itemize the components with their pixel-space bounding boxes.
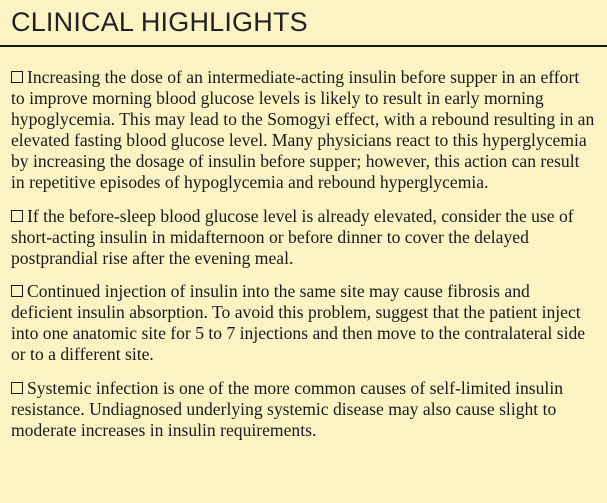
checkbox-icon [11, 210, 23, 222]
list-item-text: If the before-sleep blood glucose level is already elevated, consider the use of short-acting insulin in midafternoon or before dinner to cover the delayed postprandial rise after the evening meal. [11, 206, 574, 268]
list-item [11, 378, 597, 441]
highlights-list [11, 67, 597, 441]
page-title: CLINICAL HIGHLIGHTS [11, 7, 308, 37]
checkbox-icon [11, 285, 23, 297]
list-item-text: Increasing the dose of an intermediate-acting insulin before supper in an effort to improve morning blood glucose levels is likely to result in early morning hypoglycemia. This may lead to the Somogyi effect, with a rebound resulting in an elevated fasting blood glucose level. Many physicians react to this hyperglycemia by increasing the dosage of insulin before supper; however, this action can result in repetitive episodes of hypoglycemia and rebound hyperglycemia. [11, 67, 595, 192]
list-item-text: Continued injection of insulin into the same site may cause fibrosis and deficient insulin absorption. To avoid this problem, suggest that the patient inject into one anatomic site for 5 to 7 injections and then move to the contralateral side or to a different site. [11, 281, 586, 364]
list-item [11, 67, 597, 193]
checkbox-icon [11, 71, 23, 83]
list-item [11, 206, 597, 269]
list-item [11, 281, 597, 365]
title-divider [0, 45, 607, 47]
list-item-text: Systemic infection is one of the more common causes of self-limited insulin resistance. Undiagnosed underlying systemic disease may also cause slight to moderate increases in insulin requirements. [11, 378, 564, 440]
checkbox-icon [11, 382, 23, 394]
